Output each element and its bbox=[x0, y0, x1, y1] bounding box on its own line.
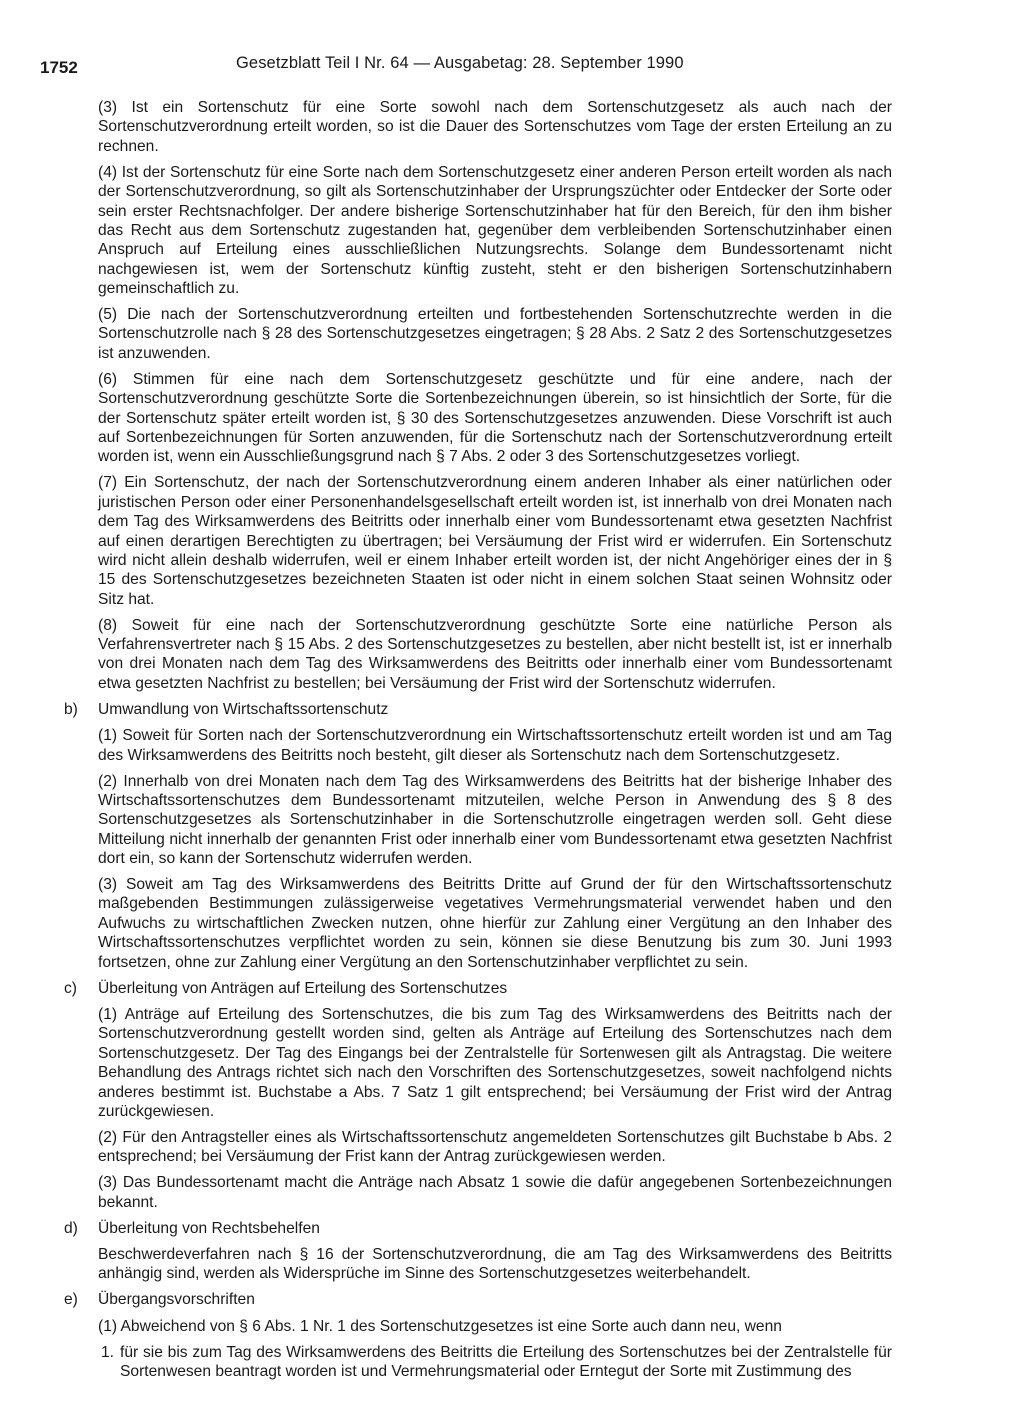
section-d-title: Überleitung von Rechtsbehelfen bbox=[98, 1219, 320, 1237]
page-number: 1752 bbox=[40, 58, 78, 77]
section-c-label: c) bbox=[64, 979, 77, 997]
running-title: Gesetzblatt Teil I Nr. 64 — Ausgabetag: 28. September 1990 bbox=[236, 54, 684, 72]
list-item-1 bbox=[64, 1343, 892, 1382]
paragraph-a3: (3) Ist ein Sortenschutz für eine Sorte sowohl nach dem Sortenschutzgesetz als auch nach der Sortenschutzverordnung erteilt worden, so ist die Dauer des Sortenschutzes vom Tage der ersten Erteilung an zu rechnen. bbox=[98, 99, 892, 155]
paragraph-c2: (2) Für den Antragsteller eines als Wirtschaftssortenschutz angemeldeten Sortenschutzes gilt Buchstabe b Abs. 2 entsprechend; bei Versäumung der Frist kann der Antrag zurückgewiesen werden. bbox=[98, 1128, 892, 1166]
section-e-label: e) bbox=[64, 1291, 78, 1309]
list-item-1-text: für sie bis zum Tag des Wirksamwerdens des Beitritts die Erteilung des Sortenschutzes bei der Zentralstelle für Sortenwesen beantragt worden ist und Vermehrungsmaterial oder Erntegut der Sorte mit Zustimmung des bbox=[120, 1343, 892, 1380]
paragraph-a8: (8) Soweit für eine nach der Sortenschutzverordnung geschützte Sorte eine natürliche Person als Verfahrensvertreter nach § 15 Abs. 2 des Sortenschutzgesetzes zu bestellen, aber nicht bestellt ist, ist er innerhalb von drei Monaten nach dem Tag des Wirksamwerdens des Beitritts oder innerhalb einer vom Bundessortenamt etwa gesetzten Nachfrist zu bestellen; bei Versäumung der Frist wird der Sortenschutz widerrufen. bbox=[98, 616, 892, 692]
section-c-heading bbox=[64, 979, 892, 998]
list-item-1-label: 1. bbox=[101, 1343, 115, 1361]
page-header bbox=[40, 52, 900, 80]
page-body bbox=[64, 98, 892, 1381]
section-c-title: Überleitung von Anträgen auf Erteilung des Sortenschutzes bbox=[98, 979, 508, 997]
paragraph-a7: (7) Ein Sortenschutz, der nach der Sortenschutzverordnung einem anderen Inhaber als einer natürlichen oder juristischen Person oder einer Personenhandelsgesellschaft erteilt worden ist, ist innerhalb von drei Monaten nach dem Tag des Wirksamwerdens des Beitritts oder innerhalb einer vom Bundessortenamt etwa gesetzten Nachfrist auf einen derartigen Berechtigten zu übertragen; bei Versäumung der Frist wird er widerrufen. Ein Sortenschutz wird nicht allein deshalb widerrufen, weil er einem Inhaber erteilt worden ist, der nicht Angehöriger eines der in § 15 des Sortenschutzgesetzes bezeichneten Staaten ist oder nicht in einem solchen Staat seinen Wohnsitz oder Sitz hat. bbox=[98, 474, 892, 608]
paragraph-b3: (3) Soweit am Tag des Wirksamwerdens des Beitritts Dritte auf Grund der für den Wirtschaftssortenschutz maßgebenden Bestimmungen zulässigerweise vegetatives Vermehrungsmaterial verwendet haben und den Aufwuchs zu wirtschaftlichen Zwecken nutzen, ohne hierfür zur Zahlung einer Vergütung an den Inhaber des Wirtschaftssortenschutzes verpflichtet worden zu sein, können sie diese Benutzung bis zum 30. Juni 1993 fortsetzen, ohne zur Zahlung einer Vergütung an den Sortenschutzinhaber verpflichtet zu sein. bbox=[98, 876, 892, 971]
paragraph-a6: (6) Stimmen für eine nach dem Sortenschutzgesetz geschützte und für eine andere, nach der Sortenschutzverordnung geschützte Sorte die Sortenbezeichnungen überein, so ist hinsichtlich der Sorte, für die der Sortenschutz später erteilt worden ist, § 30 des Sortenschutzgesetzes anzuwenden. Diese Vorschrift ist auch auf Sortenbezeichnungen für Sorten anzuwenden, für die Sortenschutz nach der Sortenschutzverordnung erteilt worden ist, wenn ein Ausschließungsgrund nach § 7 Abs. 2 oder 3 des Sortenschutzgesetzes vorliegt. bbox=[98, 370, 892, 466]
section-d-heading bbox=[64, 1219, 892, 1238]
section-b-title: Umwandlung von Wirtschaftssortenschutz bbox=[98, 700, 389, 718]
paragraph-b2: (2) Innerhalb von drei Monaten nach dem Tag des Wirksamwerdens des Beitritts hat der bisherige Inhaber des Wirtschaftssortenschutzes dem Bundessortenamt mitzuteilen, welche Person in Anwendung des § 8 des Sortenschutzgesetzes als Sortenschutzinhaber in die Sortenschutzrolle eingetragen werden soll. Geht diese Mitteilung nicht innerhalb der genannten Frist oder innerhalb einer vom Bundessortenamt etwa gesetzten Nachfrist dort ein, so kann der Sortenschutz widerrufen werden. bbox=[98, 772, 892, 868]
section-e-heading bbox=[64, 1290, 892, 1309]
paragraph-b1: (1) Soweit für Sorten nach der Sortenschutzverordnung ein Wirtschaftssortenschutz erteilt worden ist und am Tag des Wirksamwerdens des Beitritts noch besteht, gilt dieser als Sortenschutz nach dem Sortenschutzgesetz. bbox=[98, 727, 892, 764]
section-b-label: b) bbox=[64, 700, 78, 718]
paragraph-a4: (4) Ist der Sortenschutz für eine Sorte nach dem Sortenschutzgesetz einer anderen Person erteilt worden als nach der Sortenschutzverordnung, so gilt als Sortenschutzinhaber der Ursprungszüchter oder Entdecker der Sorte oder sein erster Rechtsnachfolger. Der andere bisherige Sortenschutzinhaber hat für den Bereich, für den ihm bisher das Recht aus dem Sortenschutz zugestanden hat, gegenüber dem verbleibenden Sortenschutzinhaber einen Anspruch auf Erteilung eines ausschließlichen Nutzungsrechts. Solange dem Bundessortenamt nicht nachgewiesen ist, wem der Sortenschutz künftig zusteht, steht er den bisherigen Sortenschutzinhabern gemeinschaftlich zu. bbox=[98, 163, 892, 298]
paragraph-d: Beschwerdeverfahren nach § 16 der Sortenschutzverordnung, die am Tag des Wirksamwerdens des Beitritts anhängig sind, werden als Widersprüche im Sinne des Sortenschutzgesetzes weiterbehandelt. bbox=[98, 1245, 892, 1283]
paragraph-e1: (1) Abweichend von § 6 Abs. 1 Nr. 1 des Sortenschutzgesetzes ist eine Sorte auch dann neu, wenn bbox=[98, 1317, 782, 1335]
paragraph-c1: (1) Anträge auf Erteilung des Sortenschutzes, die bis zum Tag des Wirksamwerdens des Beitritts nach der Sortenschutzverordnung gestellt worden sind, gelten als Anträge auf Erteilung des Sortenschutzes nach dem Sortenschutzgesetz. Der Tag des Eingangs bei der Zentralstelle für Sortenwesen gilt als Antragstag. Die weitere Behandlung des Antrags richtet sich nach den Vorschriften des Sortenschutzgesetzes, soweit nachfolgend nichts anderes bestimmt ist. Buchstabe a Abs. 7 Satz 1 gilt entsprechend; bei Versäumung der Frist wird der Antrag zurückgewiesen. bbox=[98, 1005, 892, 1120]
paragraph-c3: (3) Das Bundessortenamt macht die Anträge nach Absatz 1 sowie die dafür angegebenen Sortenbezeichnungen bekannt. bbox=[98, 1174, 892, 1211]
section-b-heading bbox=[64, 700, 892, 719]
section-d-label: d) bbox=[64, 1219, 78, 1237]
section-e-title: Übergangsvorschriften bbox=[98, 1291, 255, 1309]
paragraph-a5: (5) Die nach der Sortenschutzverordnung erteilten und fortbestehenden Sortenschutzrechte werden in die Sortenschutzrolle nach § 28 des Sortenschutzgesetzes eingetragen; § 28 Abs. 2 Satz 2 des Sortenschutzgesetzes ist anzuwenden. bbox=[98, 306, 892, 362]
